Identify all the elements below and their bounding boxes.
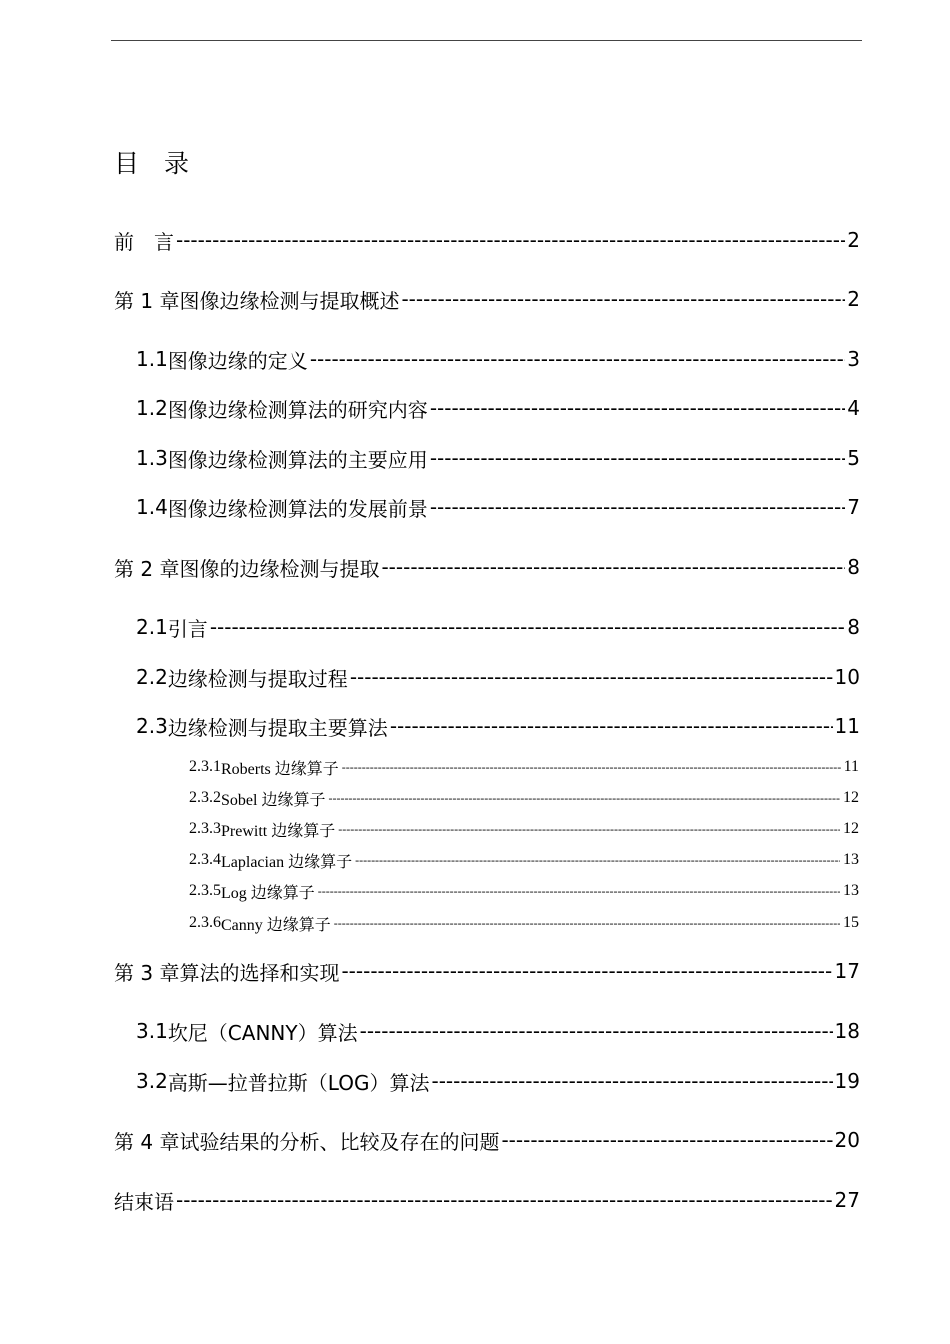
- toc-entry-subsection-2-3-1[interactable]: [189, 756, 859, 778]
- toc-page-number: 7: [847, 495, 860, 519]
- toc-chapter-number: 第 3 章: [114, 960, 180, 985]
- toc-entry-label: 前 言: [114, 229, 174, 254]
- toc-entry-section-1-4[interactable]: [136, 492, 860, 522]
- toc-entry-label: 引言: [167, 616, 208, 641]
- toc-chapter-number: 第 1 章: [114, 288, 180, 313]
- toc-chapter-number: 第 4 章: [114, 1129, 180, 1154]
- toc-entry-chapter-3[interactable]: [114, 956, 860, 986]
- toc-leader: [431, 1069, 832, 1093]
- toc-entry-label: 试验结果的分析、比较及存在的问题: [179, 1129, 500, 1154]
- toc-leader: [355, 853, 840, 868]
- toc-page-number: 12: [843, 789, 859, 806]
- toc-subsection-number: 2.3.4: [189, 851, 221, 868]
- toc-subsection-number: 2.3.1: [189, 758, 221, 775]
- toc-leader: [338, 822, 840, 837]
- toc-page-number: 2: [847, 228, 860, 252]
- toc-leader: [430, 396, 845, 420]
- toc-leader: [310, 347, 845, 371]
- toc-leader: [341, 959, 832, 983]
- toc-entry-subsection-2-3-5[interactable]: [189, 880, 859, 902]
- toc-chapter-number: 第 2 章: [114, 556, 180, 581]
- toc-entry-chapter-2[interactable]: [114, 552, 860, 582]
- toc-section-number: 3.1: [136, 1019, 168, 1043]
- toc-leader: [430, 446, 845, 470]
- toc-section-number: 2.2: [136, 665, 168, 689]
- toc-entry-label: Log 边缘算子: [221, 884, 315, 902]
- toc-entry-subsection-2-3-6[interactable]: [189, 912, 859, 934]
- toc-page-number: 27: [834, 1188, 860, 1212]
- toc-page-number: 3: [847, 347, 860, 371]
- toc-title: 目 录: [114, 149, 190, 178]
- toc-entry-chapter-1[interactable]: [114, 284, 860, 314]
- toc-page-number: 2: [847, 287, 860, 311]
- toc-page-number: 11: [843, 758, 859, 775]
- toc-subsection-number: 2.3.3: [189, 820, 221, 837]
- toc-entry-label: Sobel 边缘算子: [221, 791, 326, 809]
- toc-leader: [360, 1019, 833, 1043]
- toc-page-number: 20: [834, 1128, 860, 1152]
- toc-section-number: 1.3: [136, 446, 168, 470]
- toc-page-number: 8: [847, 555, 860, 579]
- toc-page-number: 18: [834, 1019, 860, 1043]
- toc-page-number: 19: [834, 1069, 860, 1093]
- toc-entry-subsection-2-3-4[interactable]: [189, 849, 859, 871]
- toc-section-number: 1.2: [136, 396, 168, 420]
- toc-entry-label: 图像边缘的定义: [167, 348, 308, 373]
- toc-entry-label: 结束语: [114, 1189, 174, 1214]
- toc-entry-label: 图像边缘检测算法的发展前景: [167, 496, 428, 521]
- toc-entry-section-3-1[interactable]: [136, 1016, 860, 1046]
- toc-leader: [334, 916, 840, 931]
- toc-entry-label: Canny 边缘算子: [221, 916, 331, 934]
- toc-entry-label: 边缘检测与提取主要算法: [167, 715, 388, 740]
- toc-section-number: 2.1: [136, 615, 168, 639]
- toc-entry-label: 图像边缘检测算法的研究内容: [167, 397, 428, 422]
- toc-entry-label: 算法的选择和实现: [179, 960, 340, 985]
- toc-entry-section-2-1[interactable]: [136, 612, 860, 642]
- toc-entry-label: 图像的边缘检测与提取: [179, 556, 380, 581]
- toc-entry-label: 图像边缘检测与提取概述: [179, 288, 400, 313]
- toc-page-number: 4: [847, 396, 860, 420]
- toc-entry-preface[interactable]: [114, 225, 860, 255]
- toc-leader: [176, 228, 845, 252]
- toc-entry-label: 图像边缘检测算法的主要应用: [167, 447, 428, 472]
- toc-entry-label: 坎尼（CANNY）算法: [167, 1020, 358, 1045]
- toc-section-number: 1.1: [136, 347, 168, 371]
- toc-page-number: 12: [843, 820, 859, 837]
- toc-page-number: 11: [834, 714, 860, 738]
- toc-page-number: 10: [834, 665, 860, 689]
- toc-entry-section-3-2[interactable]: [136, 1066, 860, 1096]
- toc-page-number: 5: [847, 446, 860, 470]
- toc-entry-label: Roberts 边缘算子: [221, 760, 339, 778]
- toc-entry-label: Prewitt 边缘算子: [221, 822, 336, 840]
- toc-entry-section-1-1[interactable]: [136, 344, 860, 374]
- toc-entry-subsection-2-3-3[interactable]: [189, 818, 859, 840]
- toc-subsection-number: 2.3.6: [189, 914, 221, 931]
- toc-subsection-number: 2.3.2: [189, 789, 221, 806]
- toc-entry-label: 高斯—拉普拉斯（LOG）算法: [167, 1070, 430, 1095]
- toc-leader: [318, 884, 840, 899]
- header-rule: [111, 40, 862, 41]
- toc-section-number: 2.3: [136, 714, 168, 738]
- toc-entry-section-2-2[interactable]: [136, 662, 860, 692]
- toc-leader: [210, 615, 845, 639]
- toc-page-number: 13: [843, 851, 859, 868]
- toc-page-number: 17: [834, 959, 860, 983]
- toc-entry-subsection-2-3-2[interactable]: [189, 787, 859, 809]
- toc-entry-section-1-2[interactable]: [136, 393, 860, 423]
- toc-section-number: 3.2: [136, 1069, 168, 1093]
- toc-page-number: 8: [847, 615, 860, 639]
- toc-leader: [381, 555, 845, 579]
- toc-leader: [328, 791, 840, 806]
- toc-entry-section-2-3[interactable]: [136, 711, 860, 741]
- toc-leader: [430, 495, 845, 519]
- toc-leader: [350, 665, 833, 689]
- toc-entry-chapter-4[interactable]: [114, 1125, 860, 1155]
- toc-subsection-number: 2.3.5: [189, 882, 221, 899]
- toc-entry-label: 边缘检测与提取过程: [167, 666, 348, 691]
- toc-leader: [176, 1188, 833, 1212]
- toc-page-number: 15: [843, 914, 859, 931]
- toc-page-number: 13: [843, 882, 859, 899]
- toc-leader: [342, 760, 841, 775]
- toc-leader: [390, 714, 833, 738]
- toc-entry-label: Laplacian 边缘算子: [221, 853, 353, 871]
- toc-section-number: 1.4: [136, 495, 168, 519]
- toc-leader: [501, 1128, 832, 1152]
- toc-entry-section-1-3[interactable]: [136, 443, 860, 473]
- toc-leader: [401, 287, 845, 311]
- toc-entry-conclusion[interactable]: [114, 1185, 860, 1215]
